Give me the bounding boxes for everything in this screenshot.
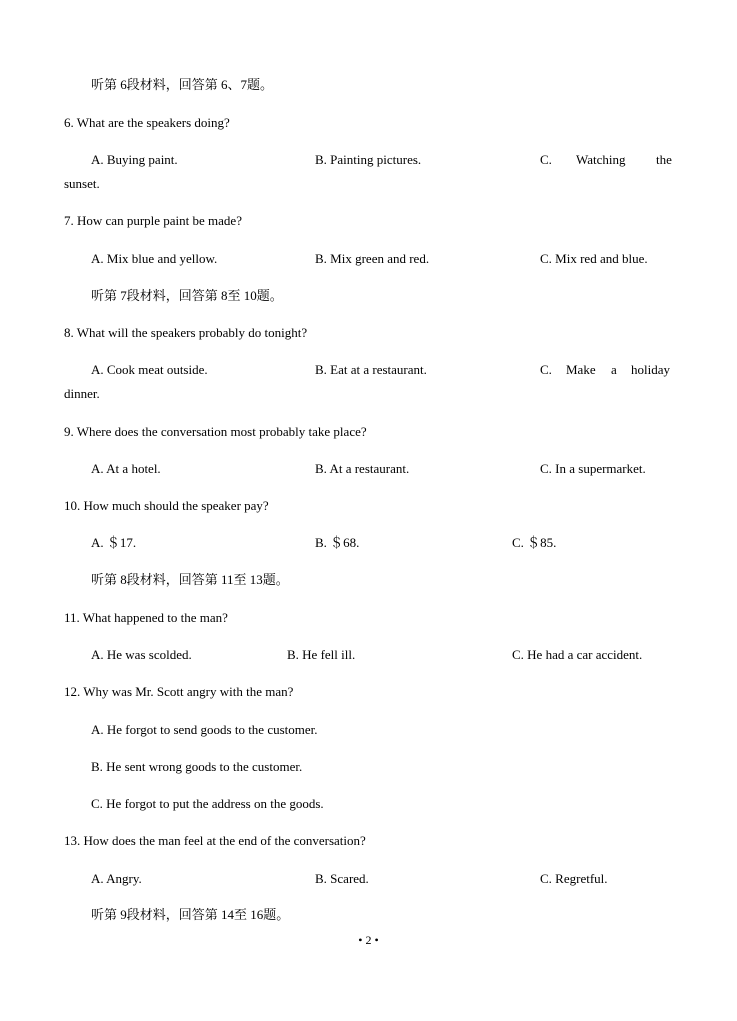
question-6-option-c-continued: sunset.	[64, 176, 100, 191]
question-9-option-a: A. At a hotel.	[91, 461, 161, 476]
question-6-option-c-word2: the	[656, 152, 672, 167]
section-header-6: 听第 6段材料，回答第 6、7题。	[91, 77, 274, 92]
question-13-option-b: B. Scared.	[315, 871, 369, 886]
question-12-option-c: C. He forgot to put the address on the goods.	[91, 796, 324, 811]
question-6-stem: 6. What are the speakers doing?	[64, 115, 230, 130]
question-6-option-c-word1: Watching	[576, 152, 626, 167]
question-11-option-b: B. He fell ill.	[287, 647, 356, 662]
question-6-option-a: A. Buying paint.	[91, 152, 178, 167]
question-7-option-a: A. Mix blue and yellow.	[91, 251, 218, 266]
question-13-stem: 13. How does the man feel at the end of the conversation?	[64, 833, 366, 848]
question-9-stem: 9. Where does the conversation most probably take place?	[64, 424, 367, 439]
question-12-option-b: B. He sent wrong goods to the customer.	[91, 759, 303, 774]
question-13-option-a: A. Angry.	[91, 871, 142, 886]
section-header-9: 听第 9段材料，回答第 14至 16题。	[91, 907, 290, 922]
question-8-option-b: B. Eat at a restaurant.	[315, 362, 427, 377]
question-12-stem: 12. Why was Mr. Scott angry with the man?	[64, 684, 294, 699]
question-8-option-c-word2: a	[611, 362, 617, 377]
question-11-option-c: C. He had a car accident.	[512, 647, 643, 662]
question-8-option-a: A. Cook meat outside.	[91, 362, 208, 377]
question-12-option-a: A. He forgot to send goods to the customer.	[91, 722, 318, 737]
section-header-7: 听第 7段材料，回答第 8至 10题。	[91, 288, 283, 303]
question-8-stem: 8. What will the speakers probably do tonight?	[64, 325, 308, 340]
question-10-option-a: A. ＄17.	[91, 535, 137, 550]
question-6-option-c-letter: C.	[540, 152, 552, 167]
question-13-option-c: C. Regretful.	[540, 871, 608, 886]
question-9-option-b: B. At a restaurant.	[315, 461, 410, 476]
question-8-option-c-letter: C.	[540, 362, 552, 377]
question-8-option-c-word1: Make	[566, 362, 596, 377]
question-7-option-b: B. Mix green and red.	[315, 251, 430, 266]
question-10-stem: 10. How much should the speaker pay?	[64, 498, 269, 513]
question-8-option-c-continued: dinner.	[64, 386, 100, 401]
question-6-option-b: B. Painting pictures.	[315, 152, 422, 167]
question-7-option-c: C. Mix red and blue.	[540, 251, 648, 266]
question-11-option-a: A. He was scolded.	[91, 647, 192, 662]
question-10-option-b: B. ＄68.	[315, 535, 360, 550]
question-10-option-c: C. ＄85.	[512, 535, 557, 550]
section-header-8: 听第 8段材料，回答第 11至 13题。	[91, 572, 289, 587]
question-8-option-c-word3: holiday	[631, 362, 670, 377]
question-9-option-c: C. In a supermarket.	[540, 461, 646, 476]
question-11-stem: 11. What happened to the man?	[64, 610, 228, 625]
question-7-stem: 7. How can purple paint be made?	[64, 213, 242, 228]
page-number: • 2 •	[358, 933, 379, 947]
